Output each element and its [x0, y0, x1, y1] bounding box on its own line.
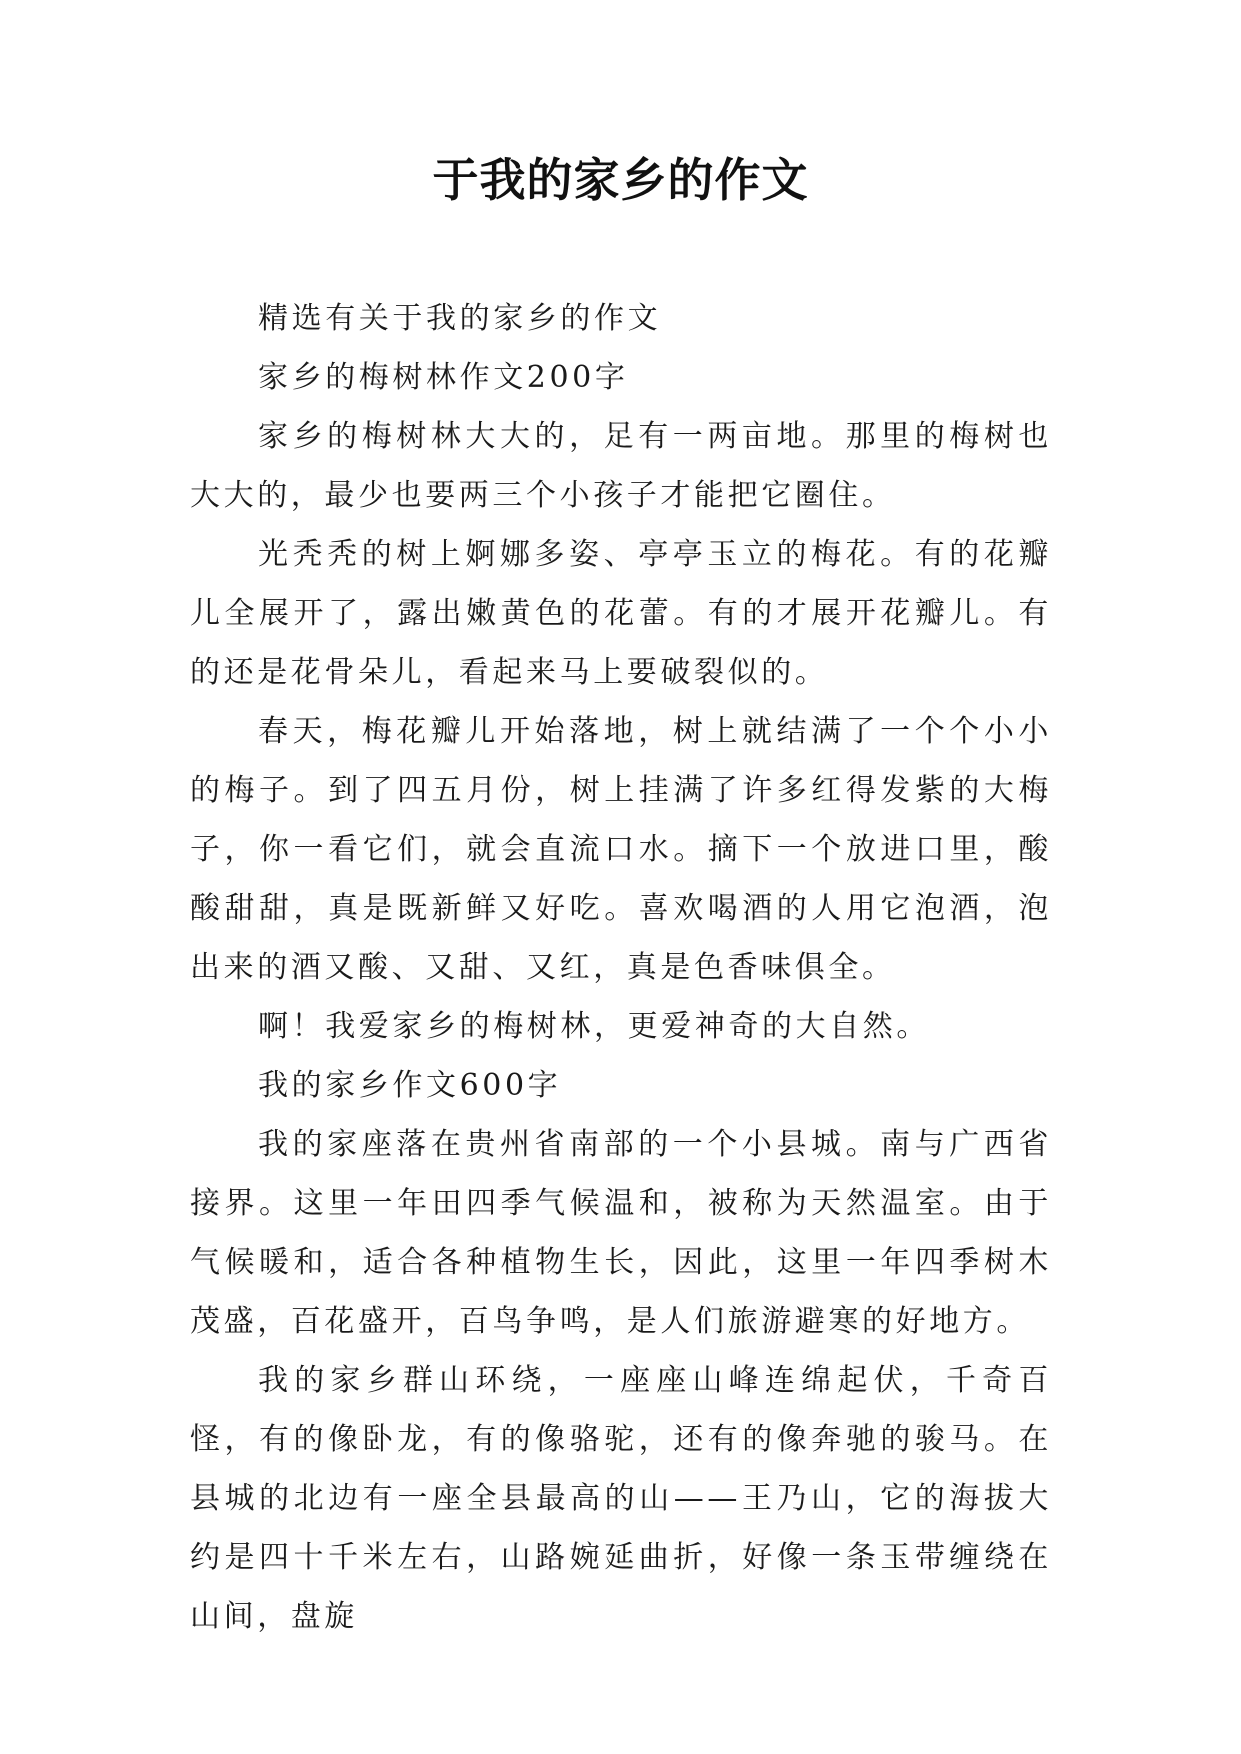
paragraph: 啊！我爱家乡的梅树林，更爱神奇的大自然。 [258, 1009, 930, 1044]
document-title: 于我的家乡的作文 [432, 153, 809, 207]
document-body [190, 289, 1052, 1646]
paragraph: 春天，梅花瓣儿开始落地，树上就结满了一个个小小的梅子。到了四五月份，树上挂满了许多红得发紫的大梅子，你一看它们，就会直流口水。摘下一个放进口里，酸酸甜甜，真是既新鲜又好吃。喜欢喝酒的人用它泡酒，泡出来的酒又酸、又甜、又红，真是色香味俱全。 [190, 714, 1052, 985]
paragraph-heading-hometown: 我的家乡作文600字 [258, 1068, 562, 1103]
paragraph-heading-plum-grove: 家乡的梅树林作文200字 [258, 360, 629, 395]
paragraph: 我的家座落在贵州省南部的一个小县城。南与广西省接界。这里一年田四季气候温和，被称为天然温室。由于气候暖和，适合各种植物生长，因此，这里一年四季树木茂盛，百花盛开，百鸟争鸣，是人们旅游避寒的好地方。 [190, 1127, 1052, 1339]
paragraph: 我的家乡群山环绕，一座座山峰连绵起伏，千奇百怪，有的像卧龙，有的像骆驼，还有的像奔驰的骏马。在县城的北边有一座全县最高的山——王乃山，它的海拔大约是四十千米左右，山路婉延曲折，好像一条玉带缠绕在山间，盘旋 [190, 1363, 1052, 1634]
paragraph-subtitle: 精选有关于我的家乡的作文 [258, 301, 662, 336]
paragraph: 家乡的梅树林大大的，足有一两亩地。那里的梅树也大大的，最少也要两三个小孩子才能把它圈住。 [190, 419, 1052, 513]
paragraph: 光秃秃的树上婀娜多姿、亭亭玉立的梅花。有的花瓣儿全展开了，露出嫩黄色的花蕾。有的才展开花瓣儿。有的还是花骨朵儿，看起来马上要破裂似的。 [190, 537, 1052, 690]
